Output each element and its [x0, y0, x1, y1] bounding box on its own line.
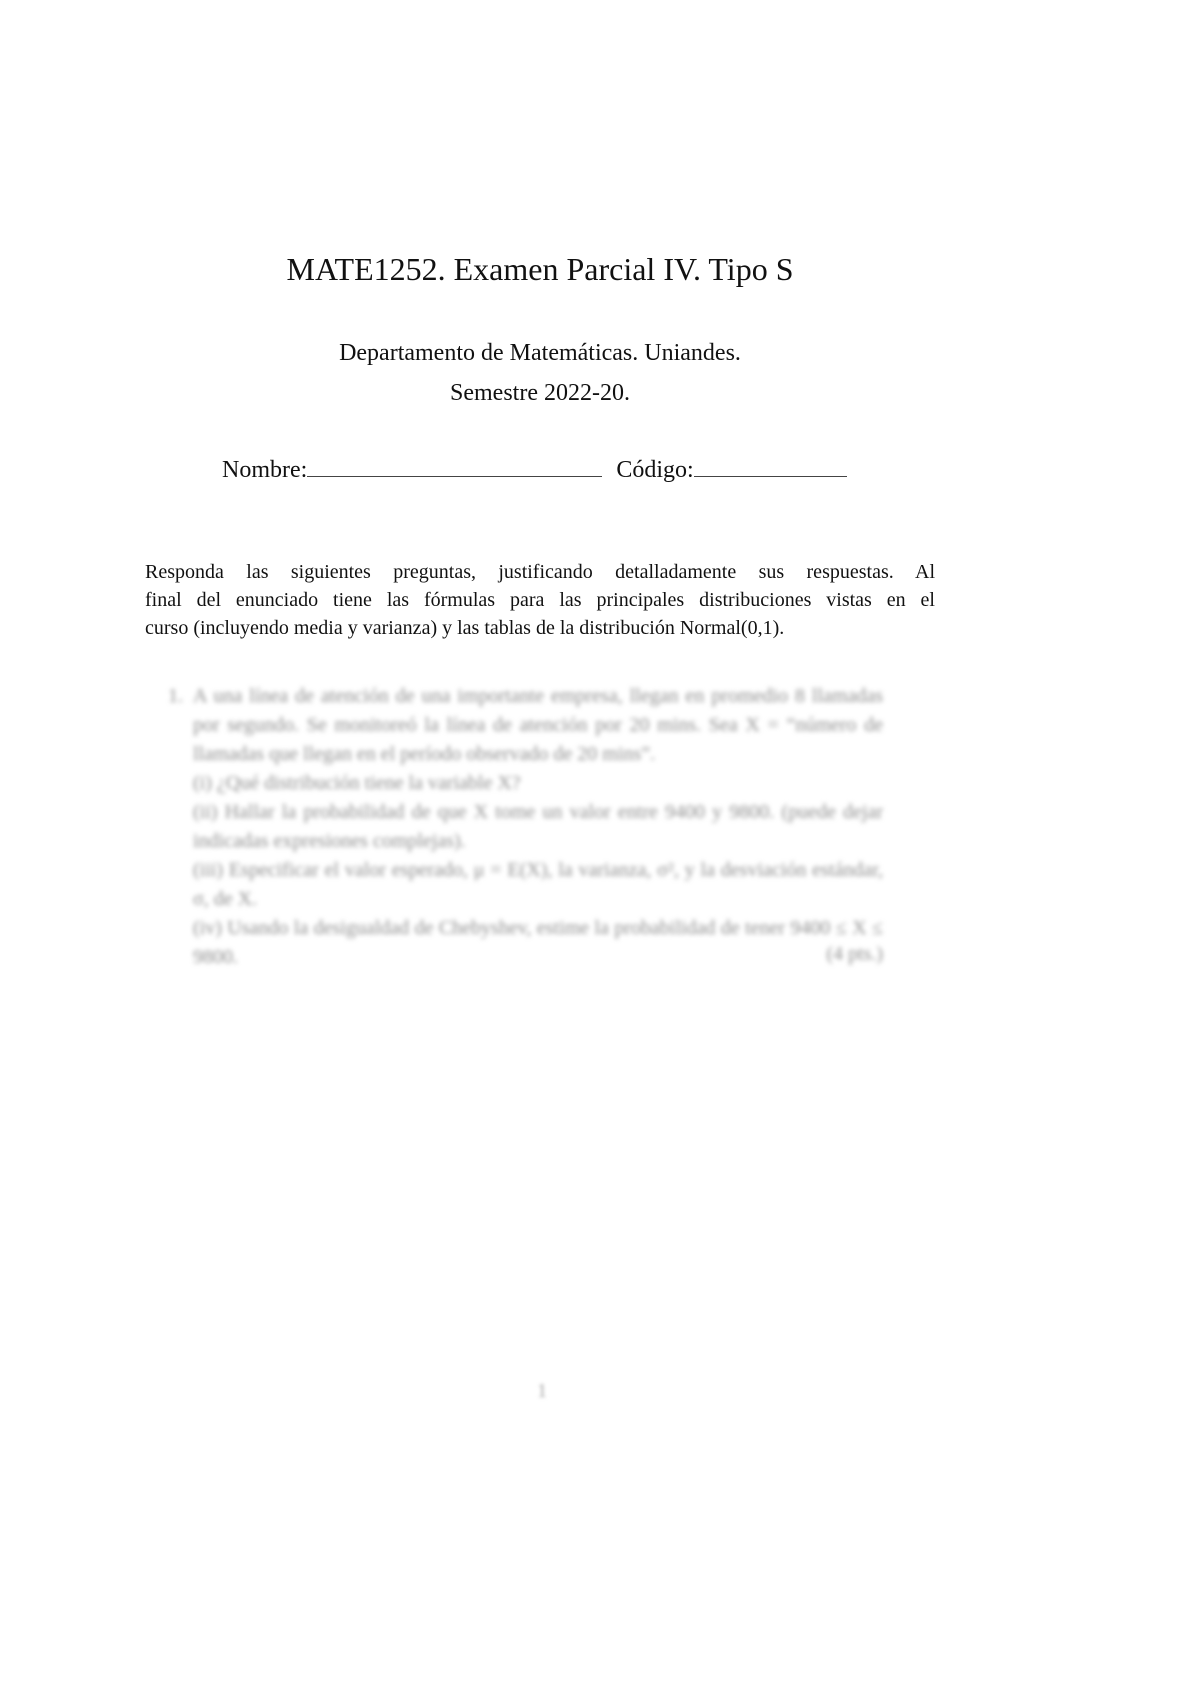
question-part-i: (i) ¿Qué distribución tiene la variable X? [193, 772, 521, 794]
question-1-block [168, 682, 883, 972]
code-blank-field [694, 452, 847, 477]
question-part-iv: (iv) Usando la desigualdad de Chebyshev, estime la probabilidad de tener 9400 ≤ X ≤ 9800. [193, 917, 883, 968]
name-label: Nombre: [222, 457, 308, 483]
question-part-ii: (ii) Hallar la probabilidad de que X tome un valor entre 9400 y 9800. (puede dejar indicadas expresiones complejas). [193, 801, 883, 852]
department-line: Departamento de Matemáticas. Uniandes. [339, 340, 741, 366]
instructions-paragraph [145, 558, 935, 642]
instructions-line: Responda las siguientes preguntas, justificando detalladamente sus respuestas. Al [145, 561, 935, 583]
semester-line: Semestre 2022-20. [450, 380, 630, 406]
page-title: MATE1252. Examen Parcial IV. Tipo S [286, 251, 794, 287]
question-body [193, 682, 883, 972]
page-number: 1 [537, 1380, 547, 1402]
instructions-line: curso (incluyendo media y varianza) y las tablas de la distribución Normal(0,1). [145, 617, 785, 639]
question-part-iii: (iii) Especificar el valor esperado, μ = E(X), la varianza, σ², y la desviación estándar, σ, de X. [193, 859, 883, 910]
question-points: (4 pts.) [826, 943, 883, 965]
instructions-line: final del enunciado tiene las fórmulas para las principales distribuciones vistas en el [145, 589, 935, 611]
question-intro: A una línea de atención de una importante empresa, llegan en promedio 8 llamadas por segundo. Se monitoreó la línea de atención por 20 mins. Sea X = “número de llamadas que llegan en el período observado de 20 mins”. [193, 685, 883, 765]
name-code-row [222, 452, 847, 482]
name-blank-field [307, 452, 602, 477]
question-number: 1. [168, 685, 183, 707]
code-label: Código: [616, 457, 694, 483]
